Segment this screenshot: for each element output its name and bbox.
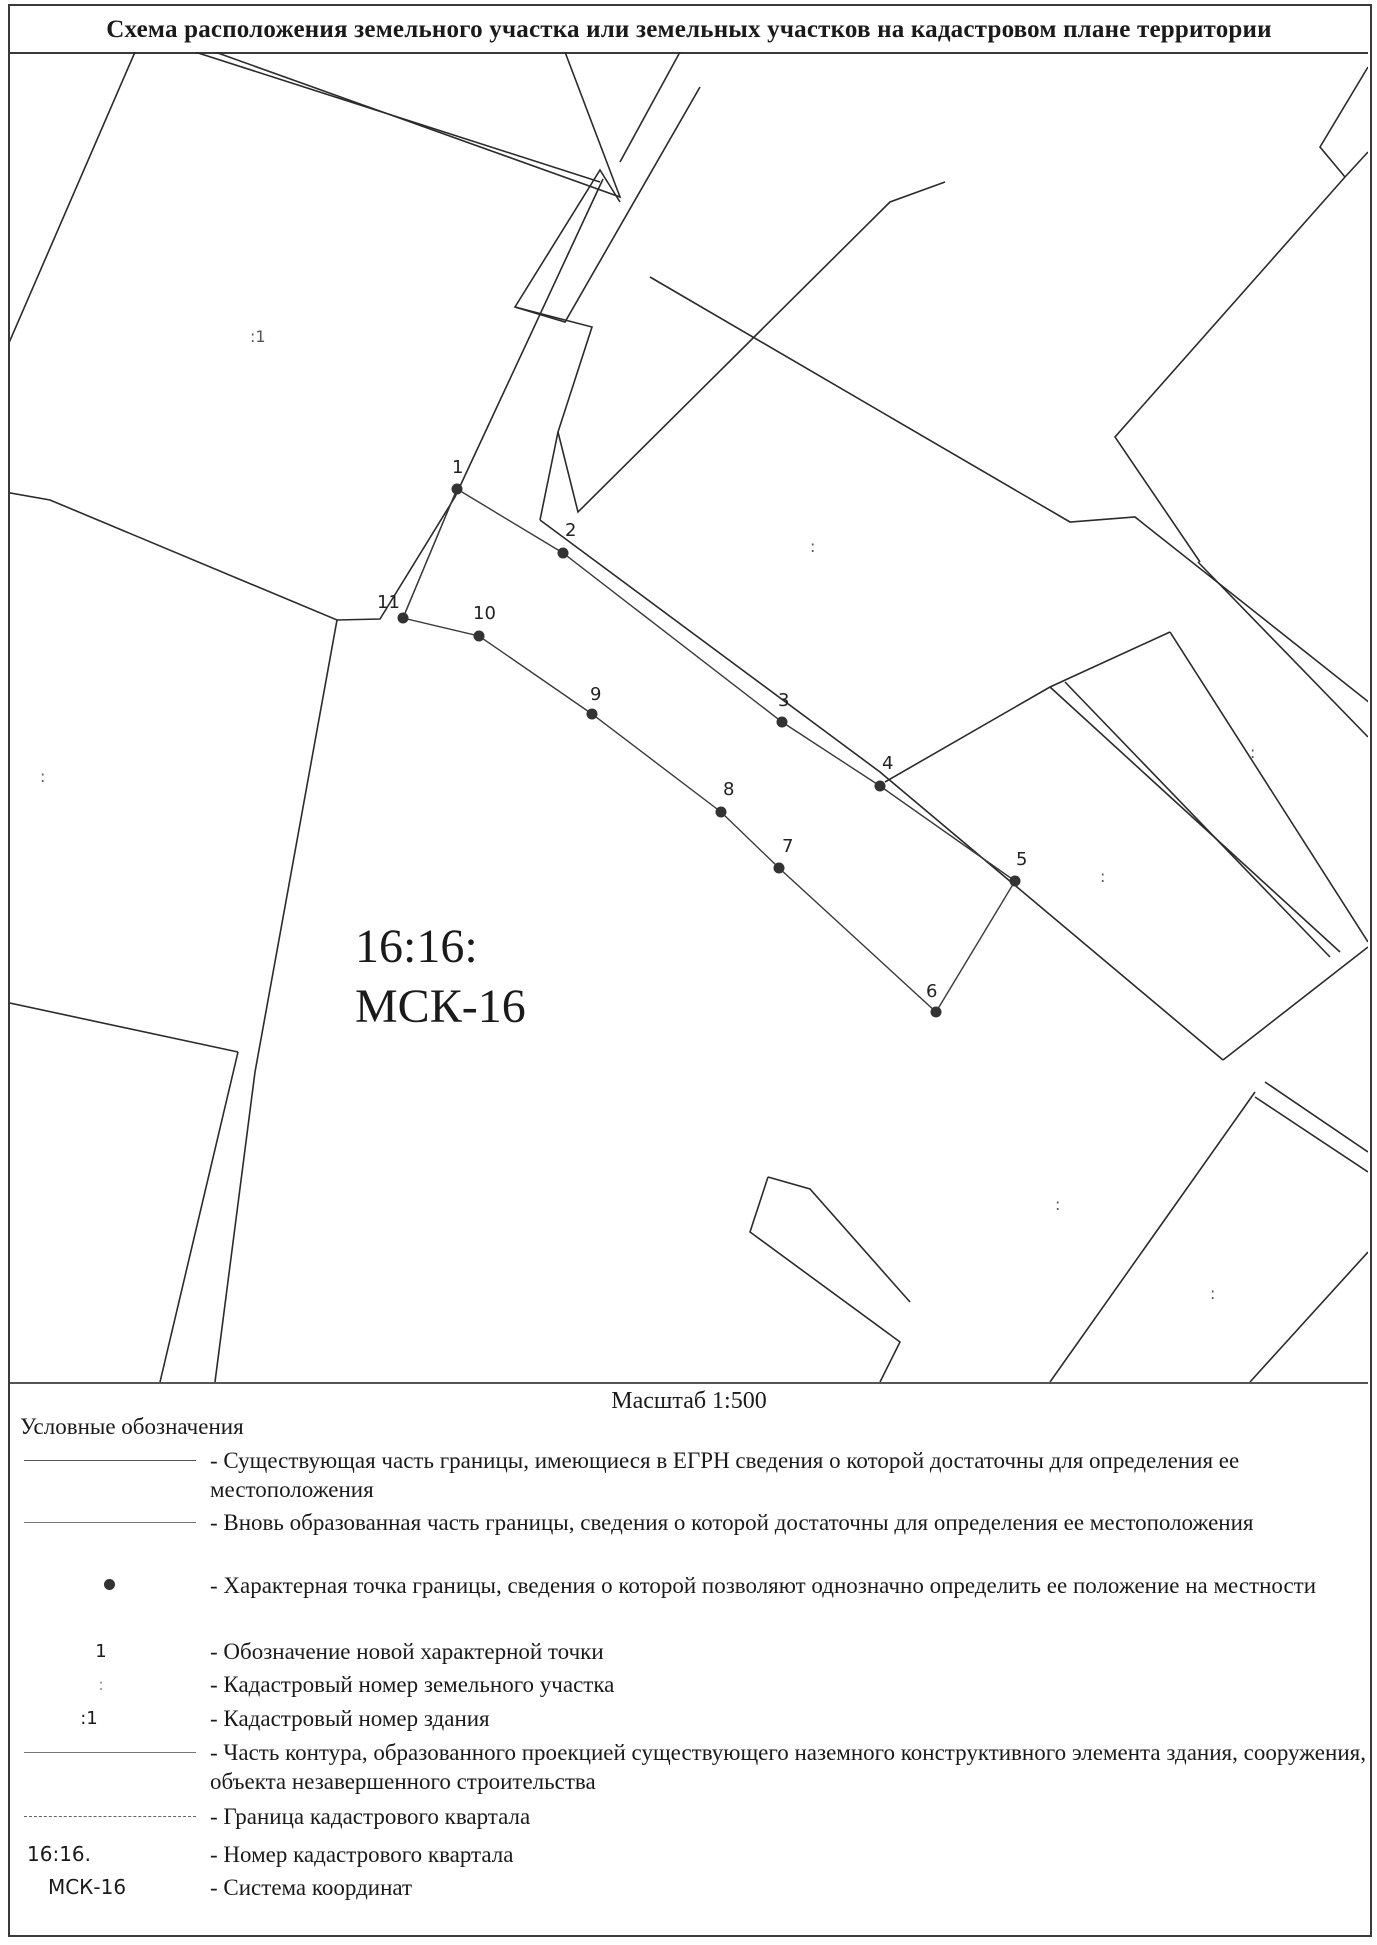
point-label-2: 2	[565, 520, 577, 541]
point-1	[452, 484, 463, 495]
point-label-7: 7	[782, 836, 794, 857]
point-7	[774, 863, 785, 874]
cadastral-map	[10, 52, 1368, 1382]
point-label-4: 4	[882, 753, 894, 774]
map-drawing	[10, 52, 1368, 1382]
parcel-label: :1	[250, 327, 266, 346]
point-label-3: 3	[778, 690, 790, 711]
point-2	[558, 548, 569, 559]
new-boundary-line-icon	[24, 1522, 196, 1523]
point-label-8: 8	[723, 779, 735, 800]
parcel-label: :	[40, 767, 46, 786]
document-title: Схема расположения земельного участка или земельных участков на кадастровом плане территории	[10, 8, 1368, 54]
point-label-10: 10	[473, 603, 496, 624]
point-4	[875, 781, 886, 792]
point-label-6: 6	[926, 981, 938, 1002]
point-label-1: 1	[452, 457, 464, 478]
parcel-label: :	[1055, 1195, 1061, 1214]
point-11	[398, 613, 409, 624]
quarter-boundary-line-icon	[24, 1816, 196, 1817]
point-label-11: 11	[377, 592, 400, 613]
boundary-point-dot-icon	[104, 1579, 115, 1590]
point-3	[777, 717, 788, 728]
building-contour-line-icon	[24, 1752, 196, 1753]
quarter-number: 16:16:	[355, 920, 478, 973]
point-9	[587, 709, 598, 720]
coordinate-system: МСК-16	[355, 980, 526, 1033]
parcel-label: :	[1100, 867, 1106, 886]
parcel-label: :	[1250, 743, 1256, 762]
point-6	[931, 1007, 942, 1018]
point-label-9: 9	[590, 684, 602, 705]
existing-boundary-line-icon	[24, 1460, 196, 1461]
point-8	[716, 807, 727, 818]
boundary-points	[398, 484, 1021, 1018]
parcel-label: :	[810, 537, 816, 556]
point-5	[1010, 876, 1021, 887]
legend-title: Условные обозначения	[20, 1414, 244, 1439]
scale-label: Масштаб 1:500	[10, 1382, 1368, 1418]
point-10	[474, 631, 485, 642]
point-label-5: 5	[1016, 849, 1028, 870]
parcel-label: :	[1210, 1284, 1216, 1303]
